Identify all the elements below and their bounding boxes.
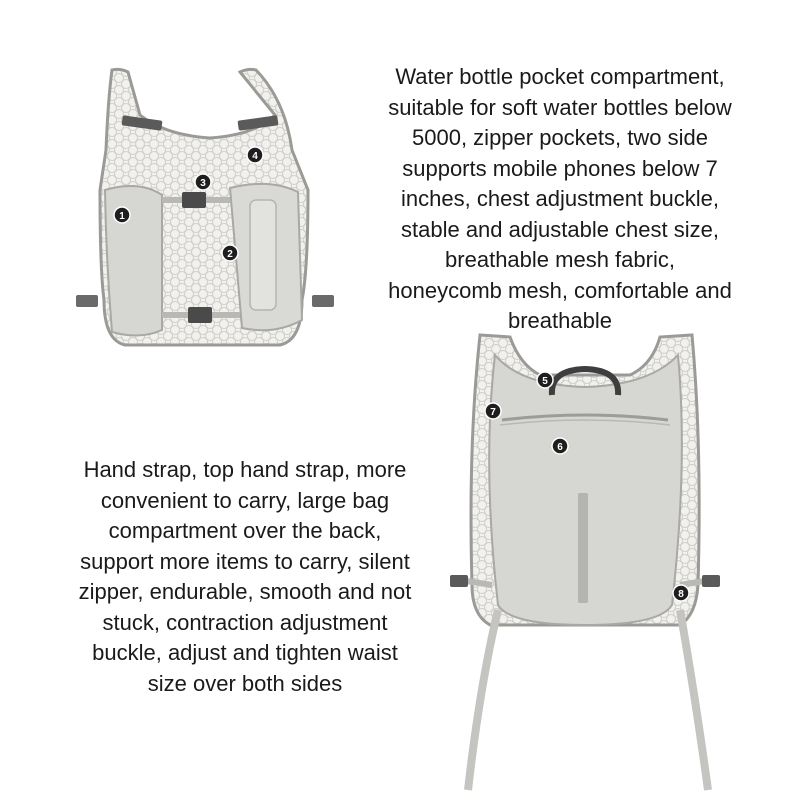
description-line: compartment over the back, [108,518,382,543]
marker-badge-4 [247,147,263,163]
marker-badge-8 [673,585,689,601]
svg-text:3: 3 [200,178,206,189]
description-line: breathable [508,308,612,333]
description-line: size over both sides [147,670,343,696]
marker-badge-7 [485,403,501,419]
svg-text:6: 6 [557,442,563,453]
description-line: suitable for soft water bottles below [388,94,732,120]
description-line: inches, chest adjustment buckle, [401,186,719,211]
vest-front-image [70,60,350,360]
description-top [345,62,775,337]
svg-text:7: 7 [490,407,496,418]
marker-badge-2 [222,245,238,261]
description-line: 5000, zipper pockets, two side [412,125,708,150]
marker-badge-6 [552,438,568,454]
description-line: convenient to carry, large bag [100,487,390,513]
description-line: honeycomb mesh, comfortable and [388,277,732,303]
description-line: Water bottle pocket compartment, [395,64,725,89]
marker-badge-1 [114,207,130,223]
svg-text:2: 2 [227,249,233,260]
description-line: zipper, endurable, smooth and not [78,579,412,604]
description-bottom [40,455,450,699]
description-line: support more items to carry, silent [80,548,410,574]
description-line: Hand strap, top hand strap, more [83,457,407,482]
description-line: stuck, contraction adjustment [102,609,388,635]
description-line: supports mobile phones below 7 [402,155,718,181]
svg-text:5: 5 [542,376,548,387]
description-line: breathable mesh fabric, [445,247,675,272]
description-line: buckle, adjust and tighten waist [92,640,398,665]
svg-text:8: 8 [678,589,684,600]
marker-badge-5 [537,372,553,388]
bottle-pocket [105,186,162,336]
vest-back-image [440,325,730,795]
marker-badge-3 [195,174,211,190]
svg-text:4: 4 [252,151,258,162]
description-line: stable and adjustable chest size, [401,216,719,242]
svg-text:1: 1 [119,211,125,222]
